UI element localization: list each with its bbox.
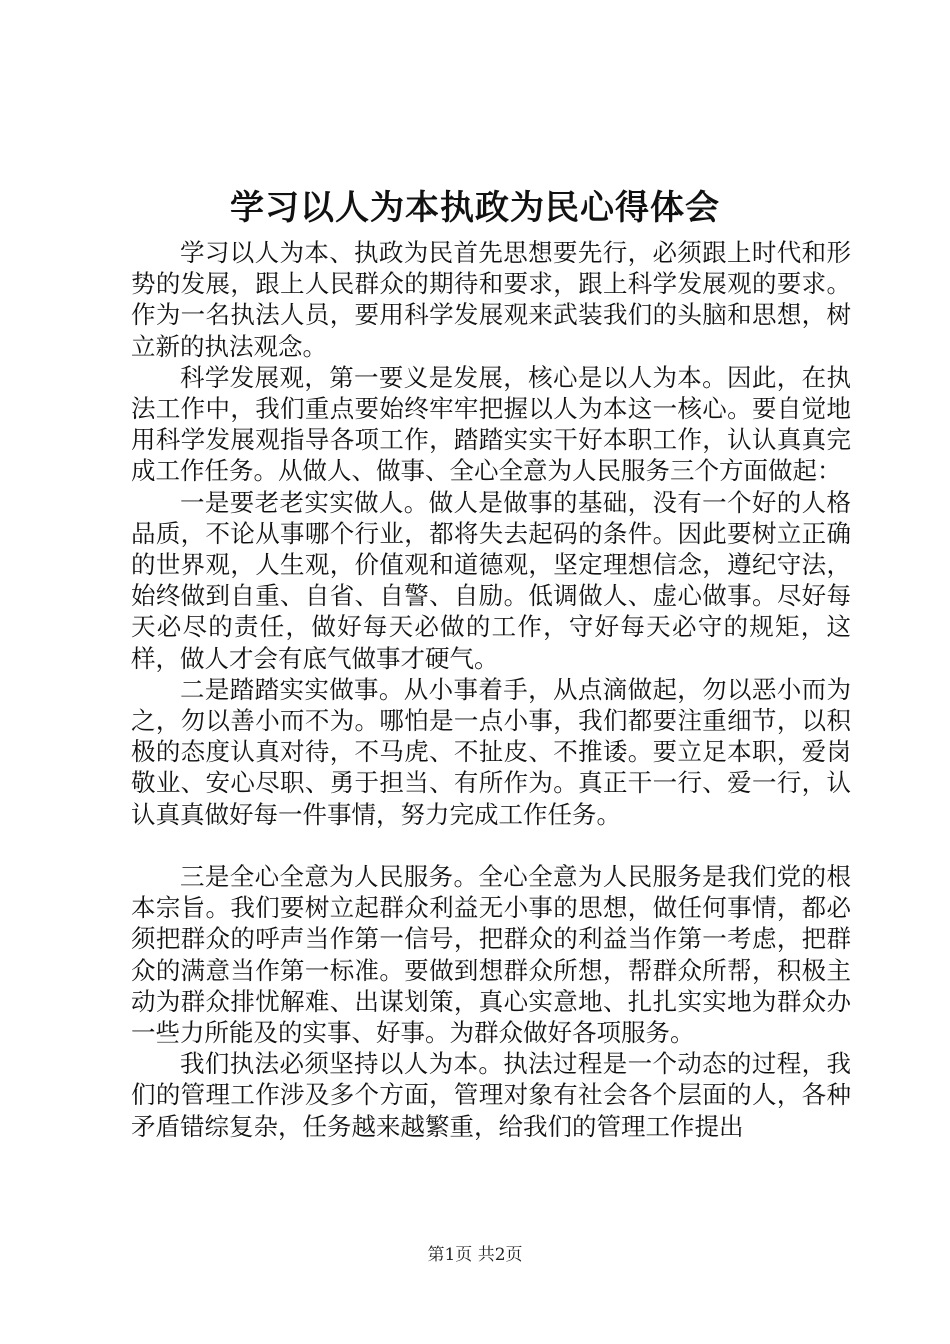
document-body [131,237,851,1142]
paragraph: 二是踏踏实实做事。从小事着手，从点滴做起，勿以恶小而为之，勿以善小而不为。哪怕是一点小事，我们都要注重细节，以积极的态度认真对待，不马虎、不扯皮、不推诿。要立足本职，爱岗敬业、安心尽职、勇于担当、有所作为。真正干一行、爱一行，认认真真做好每一件事情，努力完成工作任务。 [131,674,851,829]
paragraph: 科学发展观，第一要义是发展，核心是以人为本。因此，在执法工作中，我们重点要始终牢牢把握以人为本这一核心。要自觉地用科学发展观指导各项工作，踏踏实实干好本职工作，认认真真完成工作任务。从做人、做事、全心全意为人民服务三个方面做起： [131,362,851,486]
paragraph: 我们执法必须坚持以人为本。执法过程是一个动态的过程，我们的管理工作涉及多个方面，管理对象有社会各个层面的人，各种矛盾错综复杂，任务越来越繁重，给我们的管理工作提出 [131,1049,851,1141]
paragraph: 学习以人为本、执政为民首先思想要先行，必须跟上时代和形势的发展，跟上人民群众的期待和要求，跟上科学发展观的要求。作为一名执法人员，要用科学发展观来武装我们的头脑和思想，树立新的执法观念。 [131,238,851,361]
page-number-footer: 第1页 共2页 [427,1245,523,1265]
paragraph: 一是要老老实实做人。做人是做事的基础，没有一个好的人格品质，不论从事哪个行业，都将失去起码的条件。因此要树立正确的世界观，人生观，价值观和道德观，坚定理想信念，遵纪守法，始终做到自重、自省、自警、自励。低调做人、虚心做事。尽好每天必尽的责任，做好每天必做的工作，守好每天必守的规矩，这样，做人才会有底气做事才硬气。 [131,487,851,673]
document-title: 学习以人为本执政为民心得体会 [230,188,720,228]
paragraph: 三是全心全意为人民服务。全心全意为人民服务是我们党的根本宗旨。我们要树立起群众利益无小事的思想，做任何事情，都必须把群众的呼声当作第一信号，把群众的利益当作第一考虑，把群众的满意当作第一标准。要做到想群众所想，帮群众所帮，积极主动为群众排忧解难、出谋划策，真心实意地、扎扎实实地为群众办一些力所能及的实事、好事。为群众做好各项服务。 [131,862,851,1048]
